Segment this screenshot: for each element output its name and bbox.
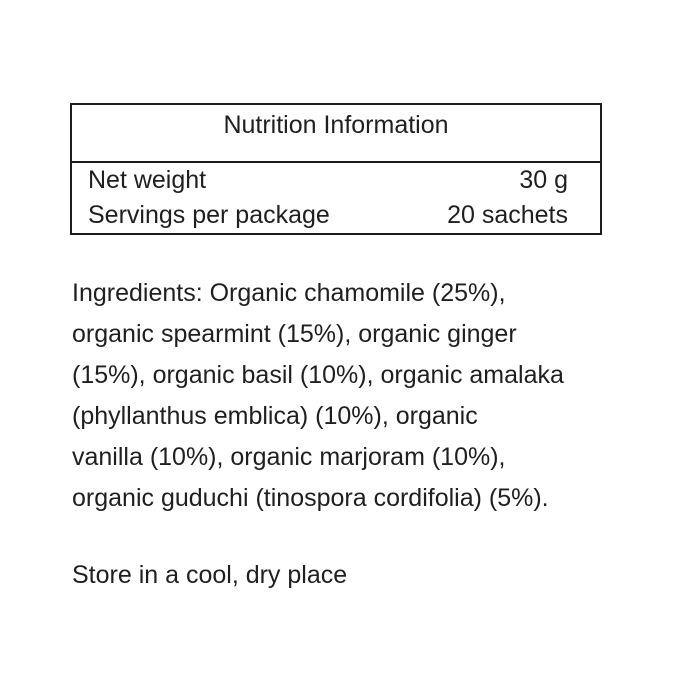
net-weight-value: 30 g: [519, 166, 568, 194]
nutrition-table-title: Nutrition Information: [72, 105, 600, 163]
table-row-servings: [88, 198, 568, 233]
ingredients-line: organic spearmint (15%), organic ginger: [72, 320, 517, 348]
ingredients-line: organic guduchi (tinospora cordifolia) (5%).: [72, 484, 549, 512]
net-weight-label: Net weight: [88, 166, 207, 194]
nutrition-table-body: [72, 163, 600, 233]
ingredients-line: vanilla (10%), organic marjoram (10%),: [72, 443, 506, 471]
nutrition-table: [70, 103, 602, 235]
servings-label: Servings per package: [88, 201, 330, 229]
storage-note: Store in a cool, dry place: [72, 561, 348, 589]
ingredients-paragraph: [72, 273, 672, 519]
servings-value: 20 sachets: [447, 201, 568, 229]
ingredients-line: (15%), organic basil (10%), organic amalaka: [72, 361, 564, 389]
ingredients-line: Ingredients: Organic chamomile (25%),: [72, 279, 506, 307]
table-row-net-weight: [88, 163, 568, 198]
ingredients-line: (phyllanthus emblica) (10%), organic: [72, 402, 478, 430]
